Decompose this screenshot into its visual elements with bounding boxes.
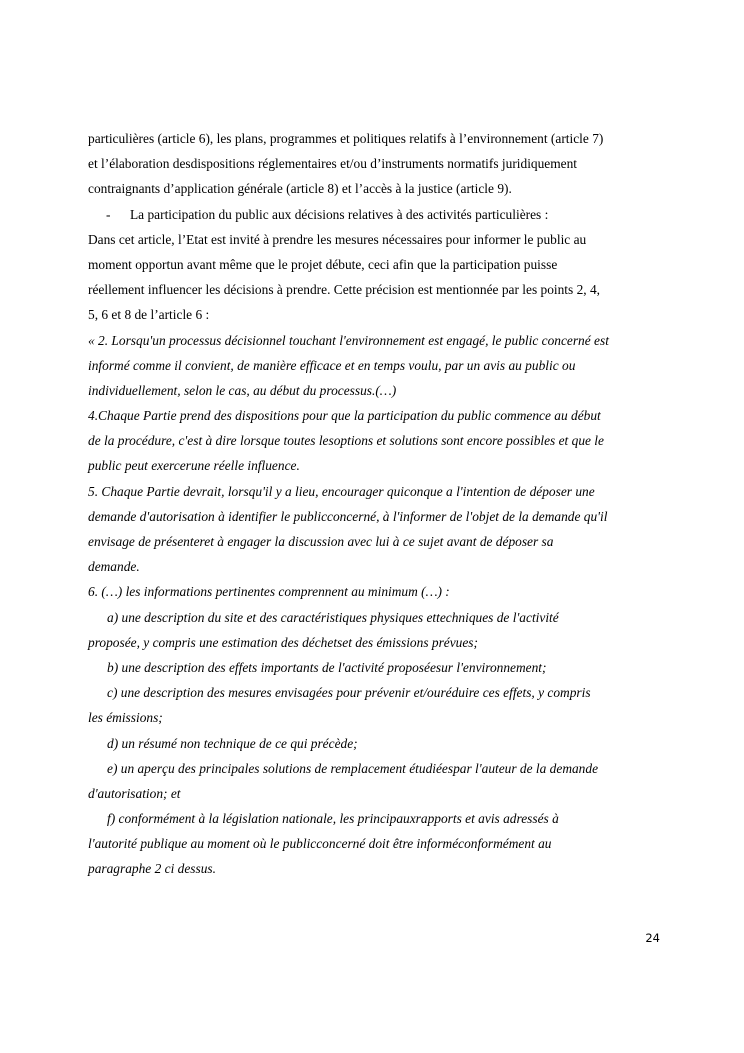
quote-line: proposée, y compris une estimation des déchetset des émissions prévues;: [88, 634, 478, 650]
bullet-item: [88, 202, 668, 227]
list-item-a: a) une description du site et des caractéristiques physiques ettechniques de l'activité: [107, 609, 559, 625]
quote-line: l'autorité publique au moment où le publicconcerné doit être informéconformément au: [88, 836, 552, 852]
list-item-b: b) une description des effets importants de l'activité proposéesur l'environnement;: [107, 659, 547, 675]
list-item-e: e) un aperçu des principales solutions de remplacement étudiéespar l'auteur de la demande: [107, 760, 599, 776]
list-item-f: f) conformément à la législation nationale, les principauxrapports et avis adressés à: [107, 811, 559, 827]
quote-line: demande d'autorisation à identifier le publicconcerné, à l'informer de l'objet de la demande qu'il: [88, 508, 608, 524]
quote-line: « 2. Lorsqu'un processus décisionnel touchant l'environnement est engagé, le public concerné est: [88, 332, 609, 348]
quote-line: public peut exercerune réelle influence.: [88, 458, 300, 474]
text-line: contraignants d’application générale (article 8) et l’accès à la justice (article 9).: [88, 181, 512, 197]
quote-line: individuellement, selon le cas, au début du processus.(…): [88, 382, 397, 398]
text-line: Dans cet article, l’Etat est invité à prendre les mesures nécessaires pour informer le public au: [88, 231, 587, 247]
page-number: 24: [645, 931, 660, 945]
bullet-dash: -: [106, 206, 111, 222]
list-item-c: c) une description des mesures envisagées pour prévenir et/ouréduire ces effets, y compris: [107, 685, 591, 701]
body-text: [88, 126, 668, 882]
quote-line: paragraphe 2 ci dessus.: [88, 861, 216, 877]
text-line: moment opportun avant même que le projet débute, ceci afin que la participation puisse: [88, 256, 558, 272]
quote-line: de la procédure, c'est à dire lorsque toutes lesoptions et solutions sont encore possibles et que le: [88, 433, 604, 449]
quote-line: 6. (…) les informations pertinentes comprennent au minimum (…) :: [88, 584, 450, 600]
quote-line: 4.Chaque Partie prend des dispositions pour que la participation du public commence au début: [88, 408, 601, 424]
text-line: 5, 6 et 8 de l’article 6 :: [88, 307, 210, 323]
quote-line: d'autorisation; et: [88, 785, 181, 801]
quote-line: informé comme il convient, de manière efficace et en temps voulu, par un avis au public ou: [88, 357, 576, 373]
quote-line: les émissions;: [88, 710, 163, 726]
text-line: et l’élaboration desdispositions réglementaires et/ou d’instruments normatifs juridiquement: [88, 156, 578, 172]
text-line: réellement influencer les décisions à prendre. Cette précision est mentionnée par les points 2, 4,: [88, 282, 601, 298]
text-line: particulières (article 6), les plans, programmes et politiques relatifs à l’environnement (article 7): [88, 131, 604, 146]
quote-line: 5. Chaque Partie devrait, lorsqu'il y a lieu, encourager quiconque a l'intention de déposer une: [88, 483, 595, 499]
quote-line: envisage de présenteret à engager la discussion avec lui à ce sujet avant de déposer sa: [88, 534, 554, 549]
list-item-d: d) un résumé non technique de ce qui précède;: [107, 735, 358, 751]
bullet-text: La participation du public aux décisions relatives à des activités particulières :: [130, 206, 549, 222]
quote-line: demande.: [88, 559, 140, 575]
